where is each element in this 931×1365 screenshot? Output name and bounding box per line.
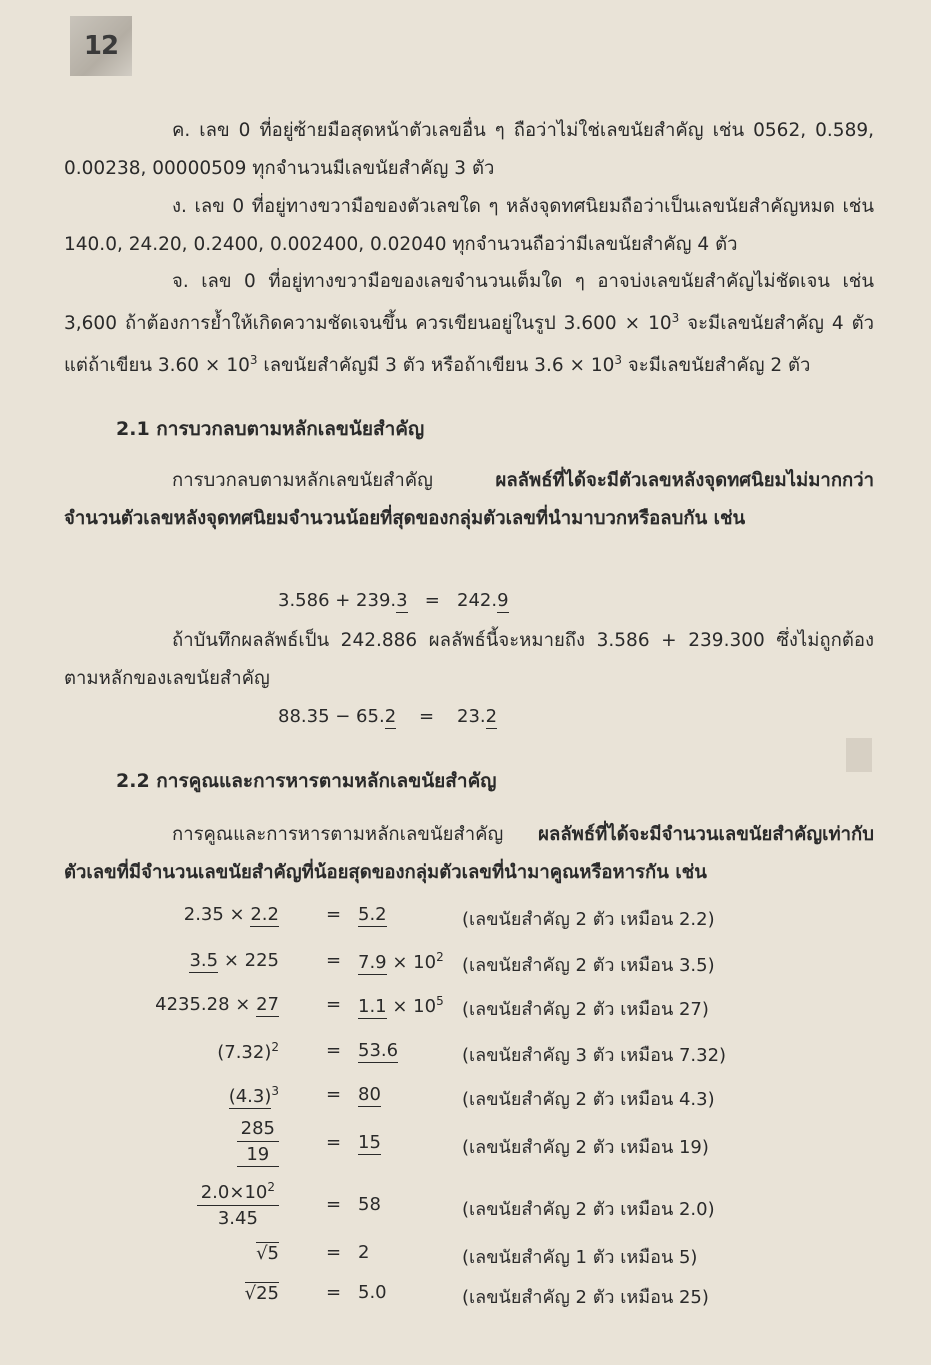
example-row: $\frac{285}{19}$ = 15 (เลขนัยสำคัญ 2 ตัว เหมือน 19) — [0, 1118, 931, 1168]
example-row: 2.35 × 2.2 = 5.2 (เลขนัยสำคัญ 2 ตัว เหมือน 2.2) — [183, 904, 715, 930]
example-row: √5 = 2 (เลขนัยสำคัญ 1 ตัว เหมือน 5) — [256, 1242, 698, 1268]
fraction: $\frac{285}{19}$ — [237, 1118, 279, 1167]
section-heading-2-2: 2.2 การคูณและการหารตามหลักเลขนัยสำคัญ — [116, 770, 497, 792]
example-row: $(4.3)^3$ = 80 (เลขนัยสำคัญ 2 ตัว เหมือน 4.3) — [228, 1084, 715, 1110]
example-row: 4235.28 × 27 = $1.1 \times 10^5$ (เลขนัยสำคัญ 2 ตัว เหมือน 27) — [155, 994, 709, 1020]
section-heading-2-1: 2.1 การบวกลบตามหลักเลขนัยสำคัญ — [116, 418, 425, 440]
page-number: 12 — [70, 16, 132, 76]
equation-add: 3.586 + 239.3 = 242.9 — [278, 590, 509, 611]
equation-subtract: 88.35 − 65.2 = 23.2 — [278, 706, 498, 727]
item-ch: จ. เลข 0 ที่อยู่ทางขวามือของเลขจำนวนเต็มใด ๆ อาจบ่งเลขนัยสำคัญไม่ชัดเจน เช่น 3,600 ถ้าต้องการย้ำให้เกิดความชัดเจนขึ้น ควรเขียนอยู่ในรูป $3.600 \times 10^3$ จะมีเลขนัยสำคัญ 4 ตัว แต่ถ้าเขียน $3.60 \times 10^3$ เลขนัยสำคัญมี 3 ตัว หรือถ้าเขียน $3.6 \times 10^3$ จะมีเลขนัยสำคัญ 2 ตัว — [64, 271, 874, 377]
section-2-1-note: ถ้าบันทึกผลลัพธ์เป็น 242.886 ผลลัพธ์นี้จะหมายถึง 3.586 + 239.300 ซึ่งไม่ถูกต้องตามหลักของเลขนัยสำคัญ — [64, 630, 874, 689]
item-ng: ง. เลข 0 ที่อยู่ทางขวามือของตัวเลขใด ๆ หลังจุดทศนิยมถือว่าเป็นเลขนัยสำคัญหมด เช่น 140.0, 24.20, 0.2400, 0.002400, 0.02040 ทุกจำนวนถือว่ามีเลขนัยสำคัญ 4 ตัว — [64, 196, 874, 255]
section-2-1-paragraph: การบวกลบตามหลักเลขนัยสำคัญ ผลลัพธ์ที่ได้จะมีตัวเลขหลังจุดทศนิยมไม่มากกว่าจำนวนตัวเลขหลังจุดทศนิยมจำนวนน้อยที่สุดของกลุ่มตัวเลขที่นำมาบวกหรือลบกัน เช่น — [64, 470, 874, 529]
section-2-2-paragraph: การคูณและการหารตามหลักเลขนัยสำคัญ ผลลัพธ์ที่ได้จะมีจำนวนเลขนัยสำคัญเท่ากับตัวเลขที่มีจำนวนเลขนัยสำคัญที่น้อยสุดของกลุ่มตัวเลขที่นำมาคูณหรือหารกัน เช่น — [64, 824, 874, 883]
example-row: $\frac{2.0\times 10^2}{3.45}$ = 58 (เลขนัยสำคัญ 2 ตัว เหมือน 2.0) — [0, 1180, 931, 1234]
fraction: $\frac{2.0\times 10^2}{3.45}$ — [197, 1180, 279, 1229]
item-k: ค. เลข 0 ที่อยู่ซ้ายมือสุดหน้าตัวเลขอื่น ๆ ถือว่าไม่ใช่เลขนัยสำคัญ เช่น 0562, 0.589, 0.00238, 00000509 ทุกจำนวนมีเลขนัยสำคัญ 3 ตัว — [64, 120, 874, 179]
example-row: √25 = 5.0 (เลขนัยสำคัญ 2 ตัว เหมือน 25) — [244, 1282, 709, 1308]
example-row: $(7.32)^2$ = 53.6 (เลขนัยสำคัญ 3 ตัว เหมือน 7.32) — [217, 1040, 727, 1066]
bleed-through-mark — [846, 738, 872, 772]
example-row: 3.5 × 225 = $7.9 \times 10^2$ (เลขนัยสำคัญ 2 ตัว เหมือน 3.5) — [189, 950, 715, 976]
